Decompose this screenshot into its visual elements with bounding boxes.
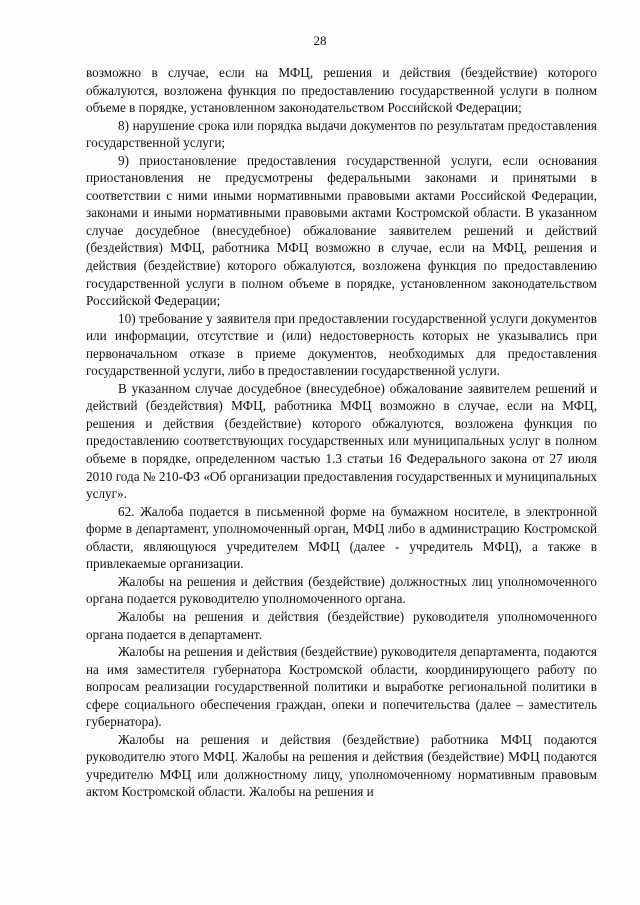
paragraph: Жалобы на решения и действия (бездействие) руководителя уполномоченного органа подается в департамент. [86, 608, 597, 642]
paragraph: 9) приостановление предоставления государственной услуги, если основания приостановления не предусмотрены федеральными законами и принятыми в соответствии с ними иными нормативными правовыми актами Российской Федерации, законами и иными нормативными правовыми актами Костромской области. В указанном случае досудебное (внесудебное) обжалование заявителем решений и действий (бездействия) МФЦ, работника МФЦ возможно в случае, если на МФЦ, решения и действия (бездействие) которого обжалуются, возложена функция по предоставлению государственной услуги в полном объеме в порядке, установленном законодательством Российской Федерации; [86, 152, 597, 309]
paragraph: 10) требование у заявителя при предоставлении государственной услуги документов или информации, отсутствие и (или) недостоверность которых не указывались при первоначальном отказе в приеме документов, необходимых для предоставления государственной услуги, либо в предоставлении государственной услуги. [86, 310, 597, 379]
paragraph: В указанном случае досудебное (внесудебное) обжалование заявителем решений и действий (бездействия) МФЦ, работника МФЦ возможно в случае, если на МФЦ, решения и действия (бездействие) которого обжалуются, возложена функция по предоставлению соответствующих государственных или муниципальных услуг в полном объеме в порядке, определенном частью 1.3 статьи 16 Федерального закона от 27 июля 2010 года № 210-ФЗ «Об организации предоставления государственных и муниципальных услуг». [86, 380, 597, 502]
paragraph: 8) нарушение срока или порядка выдачи документов по результатам предоставления государственной услуги; [86, 117, 597, 151]
document-body [86, 64, 597, 801]
paragraph: 62. Жалоба подается в письменной форме на бумажном носителе, в электронной форме в департамент, уполномоченный орган, МФЦ либо в администрацию Костромской области, являющуюся учредителем МФЦ (далее - учредитель МФЦ), а также в привлекаемые организации. [86, 503, 597, 572]
paragraph: Жалобы на решения и действия (бездействие) руководителя департамента, подаются на имя заместителя губернатора Костромской области, координирующего работу по вопросам реализации государственной политики и выработке региональной политики в сфере социального обеспечения граждан, опеки и попечительства (далее – заместитель губернатора). [86, 644, 597, 730]
paragraph: Жалобы на решения и действия (бездействие) работника МФЦ подаются руководителю этого МФЦ. Жалобы на решения и действия (бездействие) МФЦ подаются учредителю МФЦ или должностному лицу, уполномоченному нормативным правовым актом Костромской области. Жалобы на решения и [86, 731, 597, 800]
paragraph: возможно в случае, если на МФЦ, решения и действия (бездействие) которого обжалуются, возложена функция по предоставлению государственной услуги в полном объеме в порядке, установленном законодательством Российской Федерации; [86, 65, 597, 116]
paragraph: Жалобы на решения и действия (бездействие) должностных лиц уполномоченного органа подается руководителю уполномоченного органа. [86, 573, 597, 607]
page-number: 28 [313, 33, 327, 48]
